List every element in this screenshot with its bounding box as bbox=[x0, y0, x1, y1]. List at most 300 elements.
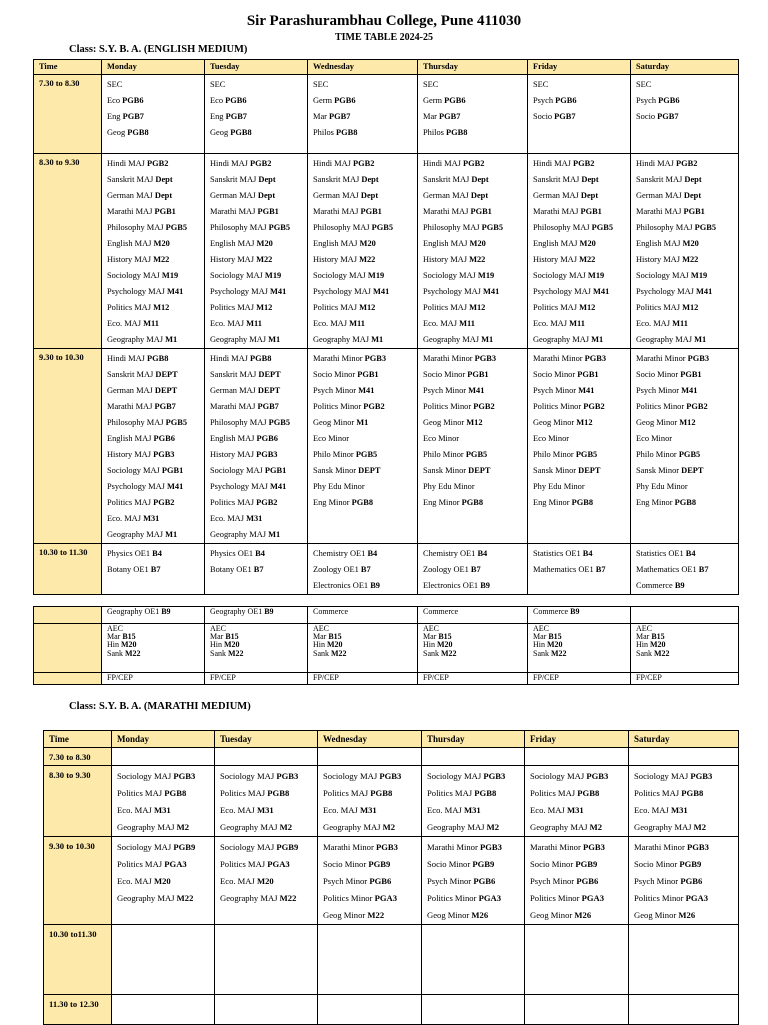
room-code: PGB7 bbox=[439, 112, 461, 121]
timetable-cell bbox=[418, 624, 528, 673]
subject-text: Philosophy MAJ bbox=[533, 223, 592, 232]
entry-line bbox=[636, 624, 738, 632]
subject-text: Psych Minor bbox=[530, 876, 577, 886]
entry-line bbox=[636, 632, 738, 640]
entry-line bbox=[533, 383, 630, 399]
room-code: PGB6 bbox=[225, 96, 247, 105]
subject-text: Geography OE1 bbox=[210, 607, 265, 616]
room-code: M31 bbox=[154, 805, 171, 815]
subject-text: SEC bbox=[313, 80, 329, 89]
subject-text: Phy Edu Minor bbox=[313, 482, 365, 491]
subject-text: Eco Minor bbox=[423, 434, 460, 443]
timetable-cell bbox=[215, 837, 318, 925]
entry-line bbox=[313, 300, 417, 316]
entry-line bbox=[423, 673, 527, 681]
marathi-row bbox=[44, 766, 739, 837]
room-code: M41 bbox=[593, 287, 610, 296]
subject-text: Geog Minor bbox=[427, 910, 472, 920]
entry-line bbox=[313, 673, 417, 681]
entry-line bbox=[636, 300, 738, 316]
entry-line bbox=[423, 399, 527, 415]
room-code: M22 bbox=[279, 893, 297, 903]
room-code: PGB2 bbox=[363, 402, 385, 411]
entry-line bbox=[533, 220, 630, 236]
entry-line bbox=[423, 172, 527, 188]
room-code: PGB5 bbox=[268, 418, 291, 427]
subject-text: English MAJ bbox=[636, 239, 683, 248]
timetable-cell bbox=[205, 75, 308, 154]
time-slot-empty bbox=[34, 624, 102, 673]
subject-text: German MAJ bbox=[533, 191, 581, 200]
subject-text: Geography MAJ bbox=[117, 893, 177, 903]
marathi-header-wednesday: Wednesday bbox=[318, 731, 422, 748]
subject-text: Politics MAJ bbox=[210, 498, 257, 507]
subject-text: Sanskrit MAJ bbox=[533, 175, 582, 184]
subject-text: Botany OE1 bbox=[107, 565, 151, 574]
entry-line bbox=[634, 873, 738, 890]
entry-line bbox=[210, 268, 307, 284]
room-code: PGB8 bbox=[127, 128, 149, 137]
entry-line bbox=[423, 332, 527, 348]
room-code: PGB6 bbox=[444, 96, 466, 105]
subject-text: Marathi Minor bbox=[533, 354, 585, 363]
subject-text: Sansk Minor bbox=[533, 466, 579, 475]
entry-line bbox=[533, 172, 630, 188]
room-code: M31 bbox=[143, 514, 160, 523]
entry-line bbox=[210, 527, 307, 543]
room-code: PGB1 bbox=[154, 207, 176, 216]
entry-line bbox=[423, 125, 527, 141]
entry-line bbox=[210, 649, 307, 657]
room-code: M22 bbox=[331, 648, 347, 658]
entry-line bbox=[107, 204, 204, 220]
entry-line bbox=[220, 768, 317, 785]
subject-text: SEC bbox=[210, 80, 226, 89]
entry-line bbox=[533, 562, 630, 578]
timetable-cell bbox=[112, 995, 215, 1025]
subject-text: Politics MAJ bbox=[530, 788, 578, 798]
room-code: M22 bbox=[367, 910, 385, 920]
room-code: M11 bbox=[246, 319, 262, 328]
entry-line bbox=[634, 856, 738, 873]
subject-text: SEC bbox=[533, 80, 549, 89]
timetable-cell bbox=[525, 766, 629, 837]
entry-line bbox=[423, 77, 527, 93]
room-code: B15 bbox=[225, 632, 239, 642]
subject-text: Geog Minor bbox=[423, 418, 467, 427]
subject-text: Mar bbox=[636, 632, 652, 642]
subject-text: Hin bbox=[636, 640, 650, 650]
entry-line bbox=[313, 479, 417, 495]
room-code: M20 bbox=[469, 239, 486, 248]
entry-line bbox=[210, 495, 307, 511]
room-code: B4 bbox=[152, 549, 162, 558]
room-code: DEPT bbox=[681, 466, 704, 475]
room-code: PGB3 bbox=[483, 771, 506, 781]
room-code: M12 bbox=[679, 418, 696, 427]
entry-line bbox=[636, 172, 738, 188]
entry-line bbox=[313, 562, 417, 578]
room-code: M11 bbox=[569, 319, 585, 328]
room-code: PGB3 bbox=[586, 771, 609, 781]
entry-line bbox=[107, 463, 204, 479]
timetable-cell bbox=[102, 607, 205, 624]
timetable-cell bbox=[631, 154, 739, 349]
subject-text: Politics Minor bbox=[323, 893, 375, 903]
room-code: M12 bbox=[469, 303, 486, 312]
room-code: B9 bbox=[370, 581, 380, 590]
timetable-cell bbox=[525, 837, 629, 925]
timetable-cell bbox=[422, 766, 525, 837]
entry-line bbox=[636, 77, 738, 93]
subject-text: Sank bbox=[533, 648, 551, 658]
subject-text: Eng bbox=[210, 112, 226, 121]
subject-text: Sanskrit MAJ bbox=[210, 175, 259, 184]
subject-text: Politics MAJ bbox=[323, 788, 371, 798]
room-code: M20 bbox=[359, 239, 376, 248]
subject-text: German MAJ bbox=[423, 191, 471, 200]
room-code: Dept bbox=[683, 191, 702, 200]
subject-text: Marathi MAJ bbox=[423, 207, 471, 216]
room-code: PGB7 bbox=[154, 402, 176, 411]
subject-text: Eco. MAJ bbox=[117, 805, 154, 815]
subject-text: Psychology MAJ bbox=[313, 287, 374, 296]
room-code: PGB5 bbox=[165, 223, 188, 232]
room-code: PGB8 bbox=[571, 498, 594, 507]
subject-text: Politics Minor bbox=[427, 893, 479, 903]
subject-text: Socio Minor bbox=[636, 370, 681, 379]
timetable-cell bbox=[308, 624, 418, 673]
room-code: M1 bbox=[165, 335, 178, 344]
entry-line bbox=[636, 649, 738, 657]
entry-line bbox=[533, 399, 630, 415]
entry-line bbox=[423, 578, 527, 594]
entry-line bbox=[313, 172, 417, 188]
room-code: M2 bbox=[176, 822, 190, 832]
entry-line bbox=[313, 77, 417, 93]
subject-text: Geog bbox=[210, 128, 231, 137]
entry-line bbox=[210, 673, 307, 681]
entry-line bbox=[636, 578, 738, 594]
room-code: M2 bbox=[279, 822, 293, 832]
subject-text: Psych bbox=[533, 96, 556, 105]
room-code: PGA3 bbox=[478, 893, 502, 903]
subject-text: Psych Minor bbox=[427, 876, 474, 886]
subject-text: Chemistry OE1 bbox=[423, 549, 478, 558]
room-code: M19 bbox=[264, 271, 282, 280]
subject-text: Phy Edu Minor bbox=[423, 482, 475, 491]
entry-line bbox=[636, 399, 738, 415]
subject-text: Geography MAJ bbox=[220, 893, 280, 903]
room-code: PGB5 bbox=[591, 223, 614, 232]
subject-text: Philosophy MAJ bbox=[636, 223, 695, 232]
subject-text: Marathi MAJ bbox=[533, 207, 581, 216]
entry-line bbox=[423, 447, 527, 463]
room-code: PGB8 bbox=[370, 788, 393, 798]
subject-text: Geography MAJ bbox=[210, 335, 269, 344]
subject-text: Philosophy MAJ bbox=[107, 223, 166, 232]
entry-line bbox=[117, 890, 214, 907]
room-code: Dept bbox=[581, 175, 599, 184]
entry-line bbox=[210, 236, 307, 252]
room-code: B15 bbox=[651, 632, 665, 642]
marathi-header-tuesday: Tuesday bbox=[215, 731, 318, 748]
timetable-cell bbox=[528, 673, 631, 685]
subject-text: Geography OE1 bbox=[107, 607, 162, 616]
subject-text: Eco. MAJ bbox=[117, 876, 154, 886]
room-code: PGB1 bbox=[580, 207, 602, 216]
entry-line bbox=[636, 316, 738, 332]
entry-line bbox=[423, 367, 527, 383]
room-code: M26 bbox=[678, 910, 696, 920]
room-code: M41 bbox=[468, 386, 485, 395]
timetable-cell bbox=[629, 995, 739, 1025]
entry-line bbox=[313, 367, 417, 383]
room-code: PGA3 bbox=[267, 859, 290, 869]
subject-text: Marathi Minor bbox=[323, 842, 376, 852]
entry-line bbox=[210, 511, 307, 527]
subject-text: Geography MAJ bbox=[323, 822, 383, 832]
entry-line bbox=[313, 252, 417, 268]
room-code: PGB6 bbox=[256, 434, 278, 443]
room-code: PGB1 bbox=[470, 207, 492, 216]
room-code: PGB6 bbox=[473, 876, 496, 886]
room-code: DEPT bbox=[155, 370, 178, 379]
entry-line bbox=[323, 907, 421, 924]
time-slot: 7.30 to 8.30 bbox=[44, 748, 112, 766]
entry-line bbox=[313, 495, 417, 511]
room-code: M11 bbox=[143, 319, 159, 328]
subject-text: Philosophy MAJ bbox=[423, 223, 482, 232]
entry-line bbox=[423, 188, 527, 204]
subject-text: Physics OE1 bbox=[107, 549, 153, 558]
subject-text: Eco. MAJ bbox=[220, 876, 257, 886]
entry-line bbox=[210, 77, 307, 93]
entry-line bbox=[220, 873, 317, 890]
entry-line bbox=[533, 495, 630, 511]
subject-text: History MAJ bbox=[210, 255, 257, 264]
room-code: B15 bbox=[438, 632, 452, 642]
subject-text: AEC bbox=[533, 624, 549, 633]
entry-line bbox=[107, 624, 204, 632]
entry-line bbox=[634, 802, 738, 819]
entry-line bbox=[533, 546, 630, 562]
room-code: B15 bbox=[548, 632, 562, 642]
subject-text: Psychology MAJ bbox=[107, 482, 168, 491]
subject-text: Psych Minor bbox=[533, 386, 579, 395]
entry-line bbox=[220, 839, 317, 856]
room-code: PGB3 bbox=[376, 842, 398, 852]
subject-text: Hin bbox=[423, 640, 437, 650]
room-code: PGB1 bbox=[161, 466, 184, 475]
entry-line bbox=[313, 351, 417, 367]
entry-line bbox=[636, 463, 738, 479]
entry-line bbox=[530, 907, 628, 924]
room-code: PGB5 bbox=[481, 223, 504, 232]
entry-line bbox=[533, 632, 630, 640]
marathi-row bbox=[44, 925, 739, 995]
subject-text: SEC bbox=[636, 80, 652, 89]
entry-line bbox=[210, 284, 307, 300]
marathi-header-time: Time bbox=[44, 731, 112, 748]
timetable-cell bbox=[422, 748, 525, 766]
subject-text: Sanskrit MAJ bbox=[210, 370, 259, 379]
room-code: PGB8 bbox=[336, 128, 358, 137]
entry-line bbox=[530, 873, 628, 890]
entry-line bbox=[210, 546, 307, 562]
subject-text: FP/CEP bbox=[107, 673, 133, 682]
entry-line bbox=[313, 156, 417, 172]
entry-line bbox=[533, 252, 630, 268]
room-code: Dept bbox=[361, 175, 379, 184]
subject-text: German MAJ bbox=[107, 191, 155, 200]
subject-text: Hindi MAJ bbox=[636, 159, 677, 168]
subject-text: Eco. MAJ bbox=[313, 319, 350, 328]
subject-text: Eco. MAJ bbox=[210, 319, 247, 328]
room-code: PGB9 bbox=[276, 842, 299, 852]
entry-line bbox=[533, 649, 630, 657]
timetable-cell bbox=[102, 349, 205, 544]
entry-line bbox=[423, 109, 527, 125]
entry-line bbox=[323, 785, 421, 802]
room-code: PGB2 bbox=[147, 159, 169, 168]
entry-line bbox=[634, 768, 738, 785]
room-code: PGB3 bbox=[173, 771, 196, 781]
timetable-cell bbox=[418, 607, 528, 624]
subject-text: Sociology MAJ bbox=[423, 271, 478, 280]
subject-text: Psych Minor bbox=[423, 386, 469, 395]
entry-line bbox=[107, 607, 204, 615]
subject-text: Zoology OE1 bbox=[423, 565, 471, 574]
entry-line bbox=[210, 447, 307, 463]
subject-text: Psych Minor bbox=[636, 386, 682, 395]
room-code: M19 bbox=[690, 271, 708, 280]
timetable-cell bbox=[418, 673, 528, 685]
room-code: M20 bbox=[650, 640, 666, 650]
entry-line bbox=[423, 495, 527, 511]
subject-text: Psychology MAJ bbox=[210, 482, 271, 491]
subject-text: Geography MAJ bbox=[117, 822, 177, 832]
subject-text: Politics MAJ bbox=[107, 303, 154, 312]
subject-text: Marathi Minor bbox=[634, 842, 687, 852]
timetable-cell bbox=[631, 607, 739, 624]
room-code: M1 bbox=[371, 335, 384, 344]
subject-text: Marathi MAJ bbox=[210, 402, 258, 411]
subject-text: Chemistry OE1 bbox=[313, 549, 368, 558]
subject-text: Hindi MAJ bbox=[533, 159, 574, 168]
entry-line bbox=[107, 546, 204, 562]
subject-text: History MAJ bbox=[107, 255, 154, 264]
subject-text: Geog Minor bbox=[634, 910, 679, 920]
entry-line bbox=[427, 839, 524, 856]
subject-text: Statistics OE1 bbox=[636, 549, 686, 558]
room-code: B4 bbox=[582, 549, 593, 558]
room-code: M22 bbox=[153, 255, 170, 264]
timetable-cell bbox=[528, 154, 631, 349]
room-code: PGB7 bbox=[225, 112, 247, 121]
subject-text: Psych Minor bbox=[323, 876, 370, 886]
room-code: M20 bbox=[154, 876, 171, 886]
subject-text: Sociology MAJ bbox=[323, 771, 380, 781]
entry-line bbox=[427, 802, 524, 819]
room-code: Dept bbox=[684, 175, 702, 184]
timetable-cell bbox=[215, 925, 318, 995]
marathi-row bbox=[44, 995, 739, 1025]
room-code: Dept bbox=[257, 191, 276, 200]
subject-text: Phy Edu Minor bbox=[533, 482, 585, 491]
subject-text: Philosophy MAJ bbox=[313, 223, 372, 232]
entry-line bbox=[210, 463, 307, 479]
subject-text: Physics OE1 bbox=[210, 549, 256, 558]
room-code: M2 bbox=[693, 822, 707, 832]
entry-line bbox=[636, 447, 738, 463]
room-code: PGB9 bbox=[472, 859, 495, 869]
subject-text: Electronics OE1 bbox=[423, 581, 481, 590]
entry-line bbox=[117, 839, 214, 856]
entry-line bbox=[107, 673, 204, 681]
subject-text: Politics MAJ bbox=[427, 788, 475, 798]
subject-text: Hindi MAJ bbox=[107, 354, 148, 363]
timetable-cell bbox=[215, 766, 318, 837]
room-code: PGB5 bbox=[694, 223, 717, 232]
room-code: PGB1 bbox=[357, 370, 379, 379]
entry-line bbox=[313, 236, 417, 252]
entry-line bbox=[533, 236, 630, 252]
room-code: DEPT bbox=[154, 386, 178, 395]
subject-text: English MAJ bbox=[210, 434, 257, 443]
room-code: Dept bbox=[258, 175, 276, 184]
entry-line bbox=[313, 578, 417, 594]
entry-line bbox=[107, 383, 204, 399]
room-code: PGB9 bbox=[575, 859, 598, 869]
entry-line bbox=[530, 768, 628, 785]
subject-text: Geog Minor bbox=[533, 418, 577, 427]
subject-text: Sanskrit MAJ bbox=[423, 175, 472, 184]
room-code: PGB3 bbox=[690, 771, 713, 781]
entry-line bbox=[210, 632, 307, 640]
entry-line bbox=[210, 624, 307, 632]
entry-line bbox=[107, 447, 204, 463]
room-code: PGA3 bbox=[685, 893, 709, 903]
english-header-saturday: Saturday bbox=[631, 60, 739, 75]
entry-line bbox=[107, 399, 204, 415]
entry-line bbox=[210, 367, 307, 383]
timetable-cell bbox=[112, 837, 215, 925]
room-code: M22 bbox=[441, 648, 457, 658]
subject-text: Politics MAJ bbox=[423, 303, 470, 312]
entry-line bbox=[533, 188, 630, 204]
subject-text: Commerce bbox=[423, 607, 459, 616]
english-header-monday: Monday bbox=[102, 60, 205, 75]
entry-line bbox=[636, 268, 738, 284]
room-code: PGB1 bbox=[577, 370, 599, 379]
subject-text: Politics MAJ bbox=[533, 303, 580, 312]
timetable-cell bbox=[308, 544, 418, 595]
time-slot: 9.30 to 10.30 bbox=[34, 349, 102, 544]
entry-line bbox=[423, 640, 527, 648]
entry-line bbox=[313, 316, 417, 332]
room-code: M31 bbox=[246, 514, 263, 523]
entry-line bbox=[533, 447, 630, 463]
entry-line bbox=[533, 204, 630, 220]
subject-text: Psychology MAJ bbox=[423, 287, 484, 296]
room-code: PGB3 bbox=[687, 354, 710, 363]
entry-line bbox=[636, 332, 738, 348]
entry-line bbox=[107, 220, 204, 236]
subject-text: Hindi MAJ bbox=[210, 159, 251, 168]
entry-line bbox=[533, 463, 630, 479]
timetable-cell bbox=[629, 766, 739, 837]
